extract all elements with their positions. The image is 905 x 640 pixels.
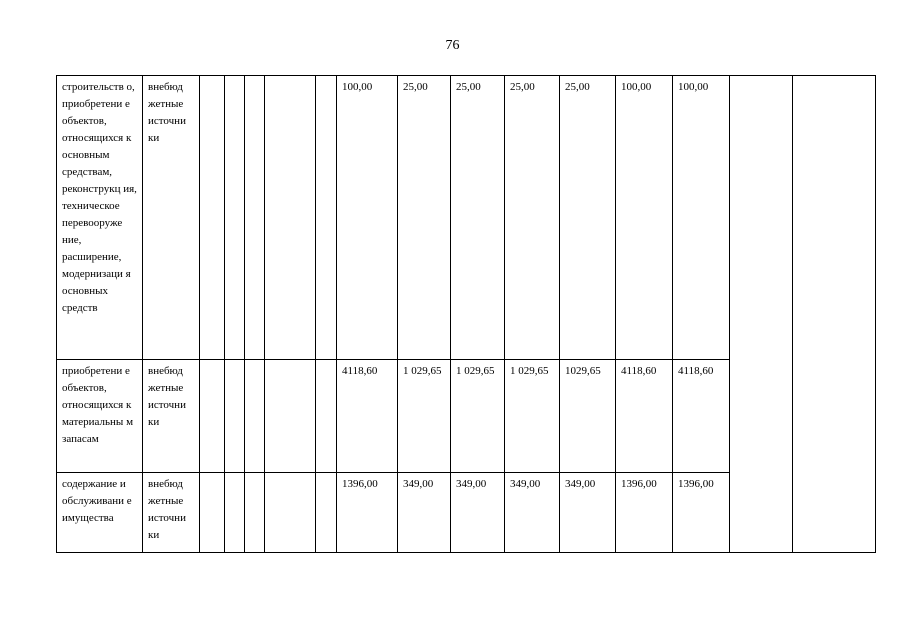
empty-cell bbox=[225, 360, 245, 473]
empty-cell bbox=[245, 360, 265, 473]
budget-table bbox=[56, 75, 876, 553]
value-cell: 1029,65 bbox=[560, 360, 616, 473]
empty-cell bbox=[225, 76, 245, 360]
value-cell: 100,00 bbox=[616, 76, 673, 360]
row-source-cell: внебюд жетные источни ки bbox=[143, 76, 200, 360]
page-number: 76 bbox=[445, 38, 460, 53]
value-cell: 4118,60 bbox=[616, 360, 673, 473]
row-source-cell: внебюд жетные источни ки bbox=[143, 360, 200, 473]
value-cell: 1396,00 bbox=[616, 473, 673, 553]
value-cell: 349,00 bbox=[398, 473, 451, 553]
value-cell: 1 029,65 bbox=[398, 360, 451, 473]
value-cell: 100,00 bbox=[673, 76, 730, 360]
row-source-cell: внебюд жетные источни ки bbox=[143, 473, 200, 553]
empty-cell bbox=[316, 360, 337, 473]
value-cell: 100,00 bbox=[337, 76, 398, 360]
empty-cell bbox=[316, 76, 337, 360]
empty-cell bbox=[730, 76, 793, 553]
empty-cell bbox=[225, 473, 245, 553]
empty-cell bbox=[316, 473, 337, 553]
row-name-cell: приобретени е объектов, относящихся к материальны м запасам bbox=[57, 360, 143, 473]
empty-cell bbox=[793, 76, 876, 553]
row-name-cell: строительств о, приобретени е объектов, относящихся к основным средствам, реконструкц ия, техническое перевооруже ние, расширение, модернизаци я основных средств bbox=[57, 76, 143, 360]
value-cell: 349,00 bbox=[505, 473, 560, 553]
value-cell: 349,00 bbox=[451, 473, 505, 553]
row-name-cell: содержание и обслуживани е имущества bbox=[57, 473, 143, 553]
value-cell: 1 029,65 bbox=[505, 360, 560, 473]
value-cell: 25,00 bbox=[505, 76, 560, 360]
empty-cell bbox=[200, 473, 225, 553]
value-cell: 1396,00 bbox=[673, 473, 730, 553]
table-row bbox=[57, 76, 876, 360]
value-cell: 349,00 bbox=[560, 473, 616, 553]
empty-cell bbox=[200, 360, 225, 473]
empty-cell bbox=[265, 473, 316, 553]
value-cell: 25,00 bbox=[398, 76, 451, 360]
empty-cell bbox=[245, 473, 265, 553]
value-cell: 4118,60 bbox=[673, 360, 730, 473]
empty-cell bbox=[245, 76, 265, 360]
value-cell: 1 029,65 bbox=[451, 360, 505, 473]
empty-cell bbox=[265, 76, 316, 360]
value-cell: 25,00 bbox=[560, 76, 616, 360]
empty-cell bbox=[200, 76, 225, 360]
value-cell: 25,00 bbox=[451, 76, 505, 360]
value-cell: 4118,60 bbox=[337, 360, 398, 473]
empty-cell bbox=[265, 360, 316, 473]
value-cell: 1396,00 bbox=[337, 473, 398, 553]
